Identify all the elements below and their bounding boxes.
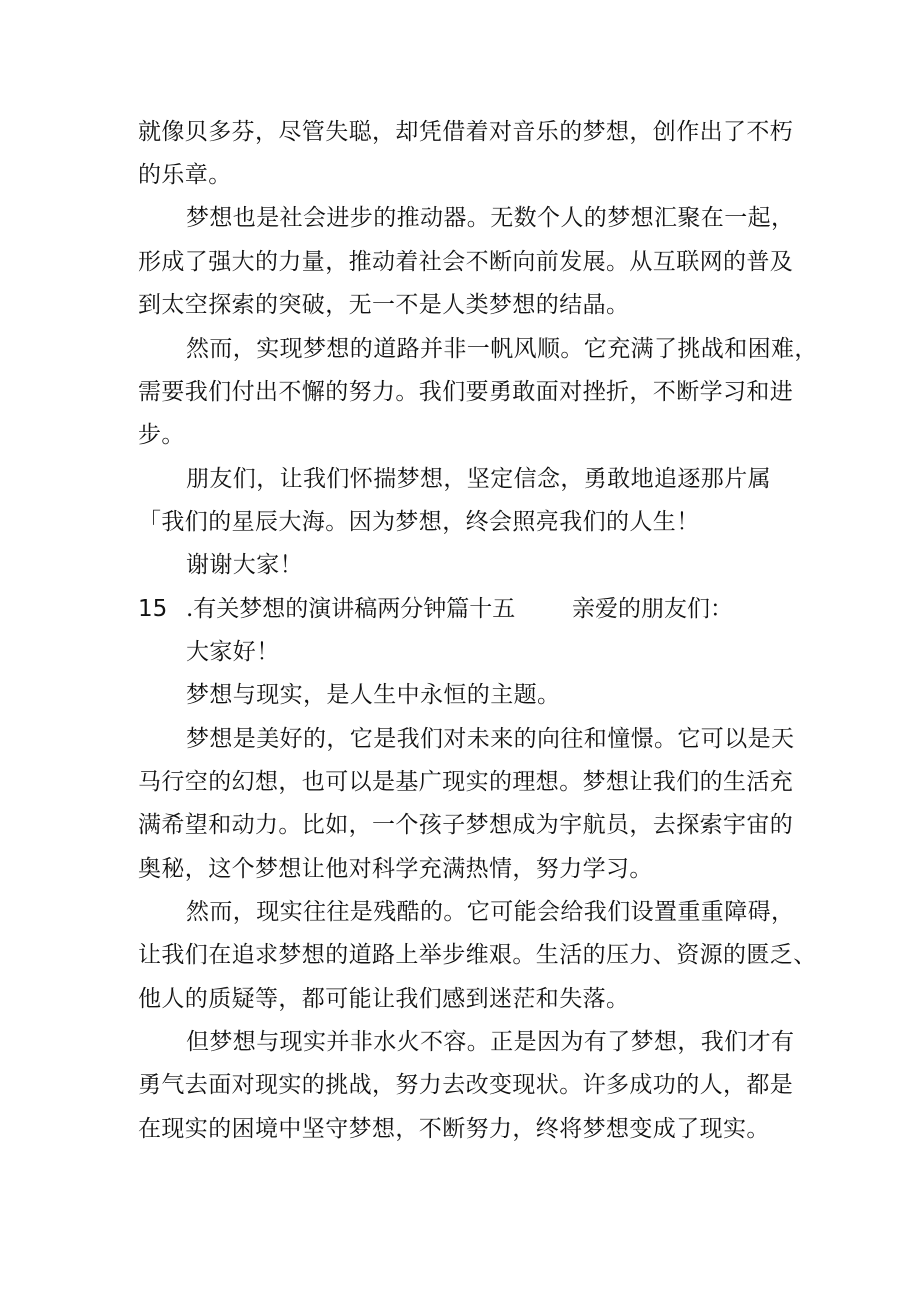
section-greeting: 亲爱的朋友们：	[572, 596, 733, 622]
section-number: 15	[138, 596, 168, 622]
text-line: 梦想与现实，是人生中永恒的主题。	[186, 682, 561, 708]
text-line: 马行空的幻想，也可以是基广现实的理想。梦想让我们的生活充	[138, 769, 794, 795]
text-line: 勇气去面对现实的挑战，努力去改变现状。许多成功的人，都是	[138, 1072, 794, 1098]
text-line: 就像贝多芬，尽管失聪，却凭借着对音乐的梦想，创作出了不朽	[138, 119, 794, 145]
text-line: 梦想是美好的，它是我们对未来的向往和憧憬。它可以是天	[186, 726, 795, 752]
text-line: 朋友们，让我们怀揣梦想，坚定信念，勇敢地追逐那片属	[186, 466, 771, 492]
section-title: .有关梦想的演讲稿两分钟篇十五	[186, 596, 516, 622]
text-line: 「我们的星辰大海。因为梦想，终会照亮我们的人生！	[138, 509, 700, 535]
text-line: 形成了强大的力量，推动着社会不断向前发展。从互联网的普及	[138, 249, 794, 275]
text-line: 但梦想与现实并非水火不容。正是因为有了梦想，我们才有	[186, 1029, 795, 1055]
text-line: 在现实的困境中坚守梦想，不断努力，终将梦想变成了现实。	[138, 1116, 770, 1142]
text-line: 满希望和动力。比如，一个孩子梦想成为宇航员，去探索宇宙的	[138, 812, 794, 838]
text-line: 大家好！	[186, 639, 280, 665]
text-line: 奥秘，这个梦想让他对科学充满热情，努力学习。	[138, 856, 653, 882]
text-line: 然而，现实往往是残酷的。它可能会给我们设置重重障碍，	[186, 899, 795, 925]
text-line: 步。	[138, 422, 185, 448]
text-line: 需要我们付出不懈的努力。我们要勇敢面对挫折，不断学习和进	[138, 379, 794, 405]
text-line: 谢谢大家！	[186, 552, 303, 578]
text-line: 然而，实现梦想的道路并非一帆风顺。它充满了挑战和困难，	[186, 336, 818, 362]
text-line: 梦想也是社会进步的推动器。无数个人的梦想汇聚在一起，	[186, 205, 795, 231]
text-line: 他人的质疑等，都可能让我们感到迷茫和失落。	[138, 986, 630, 1012]
text-line: 的乐章。	[138, 162, 232, 188]
text-line: 让我们在追求梦想的道路上举步维艰。生活的压力、资源的匮乏、	[138, 942, 817, 968]
text-line: 到太空探索的突破，无一不是人类梦想的结晶。	[138, 292, 630, 318]
